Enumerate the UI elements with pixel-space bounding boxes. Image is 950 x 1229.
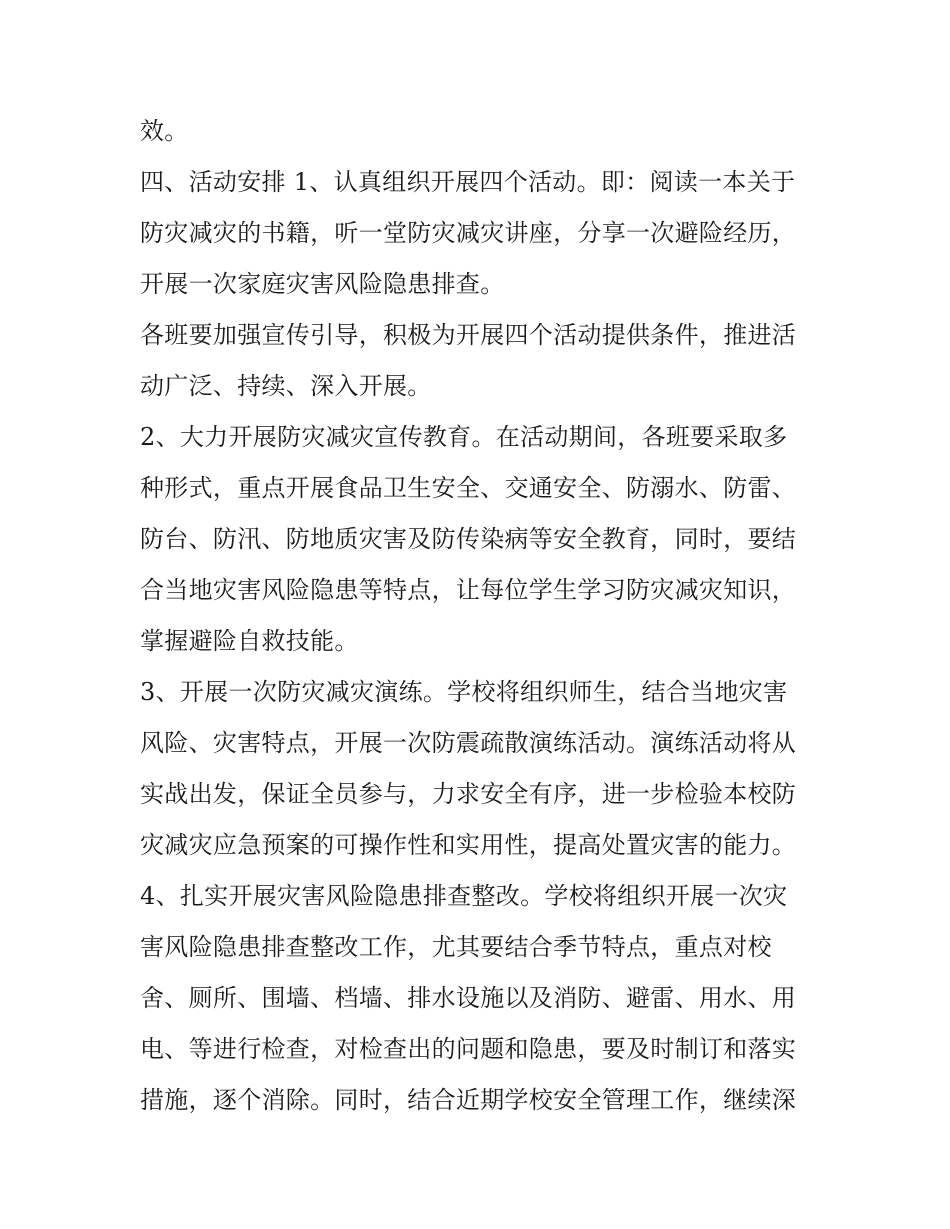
- text-line: 动广泛、持续、深入开展。: [140, 372, 432, 400]
- text-line: 风险、灾害特点，开展一次防震疏散演练活动。演练活动将从: [140, 729, 797, 757]
- text-line: 种形式，重点开展食品卫生安全、交通安全、防溺水、防雷、: [140, 474, 797, 502]
- text-line: 各班要加强宣传引导，积极为开展四个活动提供条件，推进活: [140, 321, 797, 349]
- text-line: 防台、防汛、防地质灾害及防传染病等安全教育，同时，要结: [140, 525, 797, 553]
- text-line: 2、大力开展防灾减灾宣传教育。在活动期间，各班要采取多: [140, 423, 788, 451]
- text-line: 3、开展一次防灾减灾演练。学校将组织师生，结合当地灾害: [140, 678, 788, 706]
- text-line: 灾减灾应急预案的可操作性和实用性，提高处置灾害的能力。: [140, 831, 797, 859]
- text-line: 掌握避险自救技能。: [140, 627, 359, 655]
- text-line: 四、活动安排 1、认真组织开展四个活动。即：阅读一本关于: [140, 168, 796, 196]
- text-line: 措施，逐个消除。同时，结合近期学校安全管理工作，继续深: [140, 1086, 797, 1114]
- document-body: [140, 106, 820, 1126]
- text-line: 舍、厕所、围墙、档墙、排水设施以及消防、避雷、用水、用: [140, 984, 797, 1012]
- text-line: 电、等进行检查，对检查出的问题和隐患，要及时制订和落实: [140, 1035, 797, 1063]
- text-line: 开展一次家庭灾害风险隐患排查。: [140, 270, 505, 298]
- text-line: 害风险隐患排查整改工作，尤其要结合季节特点，重点对校: [140, 933, 772, 961]
- text-line: 实战出发，保证全员参与，力求安全有序，进一步检验本校防: [140, 780, 797, 808]
- text-line: 合当地灾害风险隐患等特点，让每位学生学习防灾减灾知识，: [140, 576, 797, 604]
- text-line: 防灾减灾的书籍，听一堂防灾减灾讲座，分享一次避险经历，: [140, 219, 797, 247]
- text-line: 效。: [140, 117, 189, 145]
- text-line: 4、扎实开展灾害风险隐患排查整改。学校将组织开展一次灾: [140, 882, 788, 910]
